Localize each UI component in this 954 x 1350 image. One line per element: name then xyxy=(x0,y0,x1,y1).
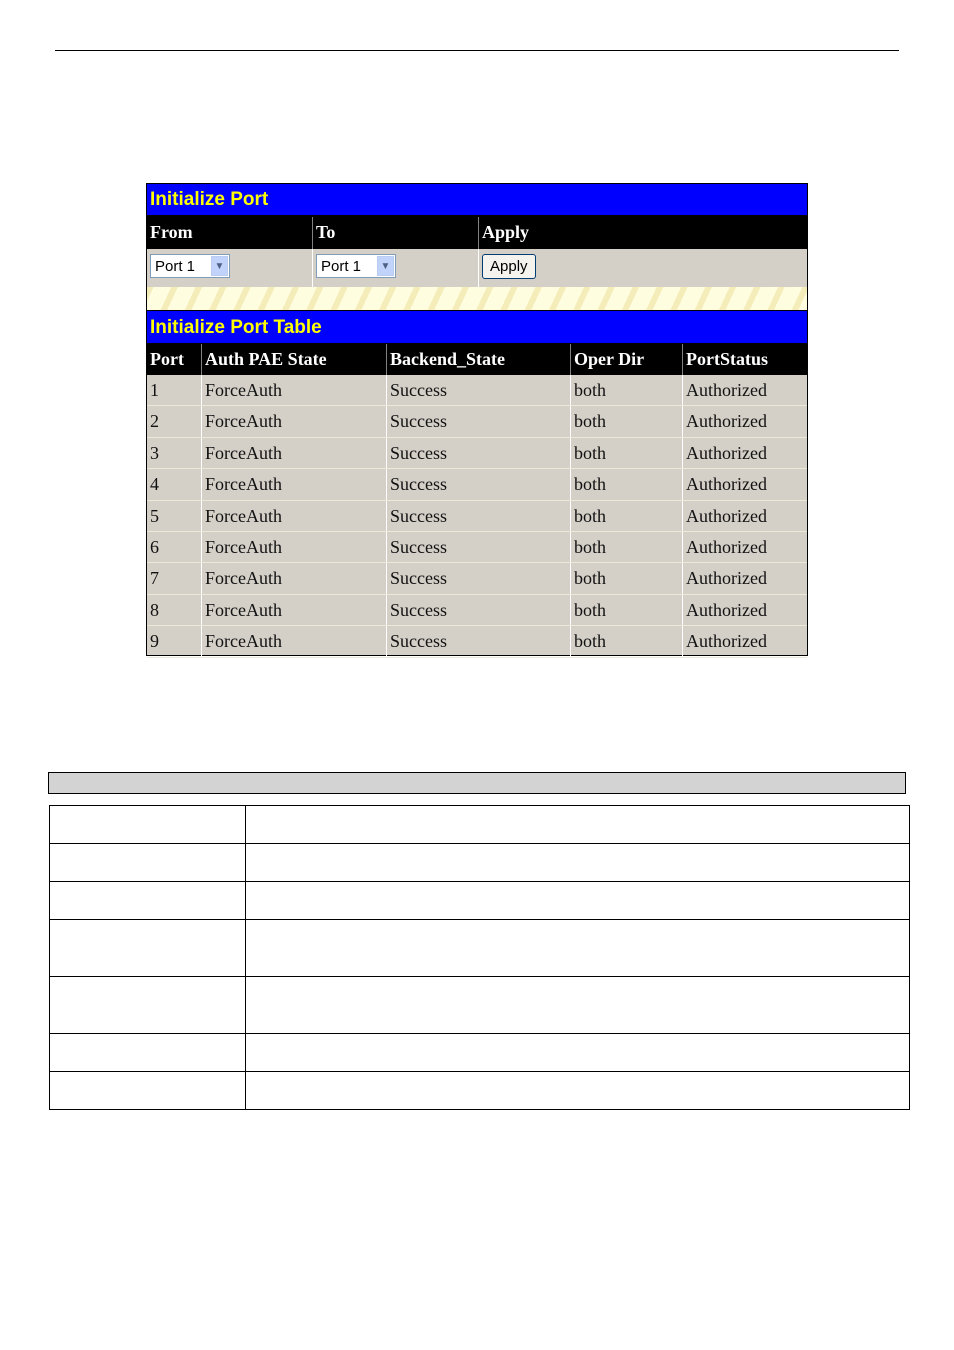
initialize-port-panel xyxy=(146,183,808,656)
backend-state-cell: Success xyxy=(387,501,571,531)
backend-state-cell: Success xyxy=(387,595,571,625)
table-row xyxy=(147,406,807,437)
to-header: To xyxy=(313,217,479,249)
oper-dir-cell: both xyxy=(571,469,683,499)
from-cell xyxy=(147,249,313,287)
description-row xyxy=(50,844,910,882)
oper-dir-cell: both xyxy=(571,532,683,562)
auth-pae-state-cell: ForceAuth xyxy=(202,469,387,499)
from-port-value: Port 1 xyxy=(155,257,196,275)
description-table-header xyxy=(48,772,906,794)
table-row xyxy=(147,438,807,469)
port-status-cell: Authorized xyxy=(686,380,767,400)
port-cell: 4 xyxy=(147,469,202,499)
parameter-cell xyxy=(50,920,246,977)
table-row xyxy=(147,626,807,657)
table-row xyxy=(147,501,807,532)
parameter-cell xyxy=(50,882,246,920)
port-cell: 5 xyxy=(147,501,202,531)
auth-pae-state-cell: ForceAuth xyxy=(202,375,387,405)
parameter-cell xyxy=(50,844,246,882)
auth-pae-state-cell: ForceAuth xyxy=(202,532,387,562)
from-header: From xyxy=(147,217,313,249)
auth-pae-state-cell: ForceAuth xyxy=(202,406,387,436)
initialize-port-header-row xyxy=(147,216,807,249)
table-row xyxy=(147,563,807,594)
description-cell xyxy=(246,882,910,920)
description-cell xyxy=(246,920,910,977)
backend-state-cell: Success xyxy=(387,563,571,593)
oper-dir-cell: both xyxy=(571,563,683,593)
port-table-body xyxy=(147,375,807,658)
initialize-port-controls xyxy=(147,249,807,287)
port-table-header-row xyxy=(147,344,807,375)
to-cell xyxy=(313,249,479,287)
description-row xyxy=(50,1072,910,1110)
column-header-oper-dir: Oper Dir xyxy=(571,344,683,375)
backend-state-cell: Success xyxy=(387,532,571,562)
backend-state-cell: Success xyxy=(387,626,571,656)
port-cell: 9 xyxy=(147,626,202,656)
parameter-cell xyxy=(50,977,246,1034)
backend-state-cell: Success xyxy=(387,375,571,405)
table-row xyxy=(147,532,807,563)
column-header-port: Port xyxy=(147,344,202,375)
backend-state-cell: Success xyxy=(387,469,571,499)
description-row xyxy=(50,806,910,844)
port-cell: 2 xyxy=(147,406,202,436)
description-row xyxy=(50,977,910,1034)
port-cell: 1 xyxy=(147,375,202,405)
parameter-cell xyxy=(50,806,246,844)
backend-state-cell: Success xyxy=(387,406,571,436)
port-cell: 6 xyxy=(147,532,202,562)
table-row xyxy=(147,595,807,626)
auth-pae-state-cell: ForceAuth xyxy=(202,438,387,468)
oper-dir-cell: both xyxy=(571,438,683,468)
description-row xyxy=(50,1034,910,1072)
description-cell xyxy=(246,977,910,1034)
port-status-cell: Authorized xyxy=(686,599,767,620)
oper-dir-cell: both xyxy=(571,626,683,656)
description-cell xyxy=(246,806,910,844)
initialize-port-title: Initialize Port xyxy=(147,184,807,216)
oper-dir-cell: both xyxy=(571,375,683,405)
port-status-cell: Authorized xyxy=(686,474,767,495)
table-row xyxy=(147,375,807,406)
port-status-cell: Authorized xyxy=(686,536,767,557)
from-port-select[interactable] xyxy=(150,254,230,278)
parameter-cell xyxy=(50,1034,246,1072)
column-header-auth-pae-state: Auth PAE State xyxy=(202,344,387,375)
oper-dir-cell: both xyxy=(571,595,683,625)
backend-state-cell: Success xyxy=(387,438,571,468)
port-cell: 8 xyxy=(147,595,202,625)
table-row xyxy=(147,469,807,500)
apply-cell xyxy=(479,249,807,287)
port-cell: 7 xyxy=(147,563,202,593)
oper-dir-cell: both xyxy=(571,406,683,436)
column-header-backend-state: Backend_State xyxy=(387,344,571,375)
apply-button[interactable]: Apply xyxy=(482,254,536,279)
auth-pae-state-cell: ForceAuth xyxy=(202,501,387,531)
chevron-down-icon[interactable]: ▼ xyxy=(377,256,394,276)
auth-pae-state-cell: ForceAuth xyxy=(202,595,387,625)
description-cell xyxy=(246,1072,910,1110)
port-table-title: Initialize Port Table xyxy=(147,310,807,344)
description-row xyxy=(50,920,910,977)
auth-pae-state-cell: ForceAuth xyxy=(202,626,387,656)
port-status-cell: Authorized xyxy=(686,505,767,526)
description-cell xyxy=(246,1034,910,1072)
column-header-port-status: PortStatus xyxy=(686,349,768,369)
port-status-cell: Authorized xyxy=(686,411,767,432)
page-header-rule xyxy=(55,50,899,51)
apply-header: Apply xyxy=(482,222,530,242)
description-table xyxy=(49,805,910,1110)
auth-pae-state-cell: ForceAuth xyxy=(202,563,387,593)
description-row xyxy=(50,882,910,920)
port-status-cell: Authorized xyxy=(686,442,767,463)
decorative-band xyxy=(147,287,807,310)
port-status-cell: Authorized xyxy=(686,568,767,589)
to-port-value: Port 1 xyxy=(321,257,362,275)
parameter-cell xyxy=(50,1072,246,1110)
port-cell: 3 xyxy=(147,438,202,468)
to-port-select[interactable] xyxy=(316,254,396,278)
oper-dir-cell: both xyxy=(571,501,683,531)
chevron-down-icon[interactable]: ▼ xyxy=(211,256,228,276)
port-status-cell: Authorized xyxy=(686,631,767,652)
description-cell xyxy=(246,844,910,882)
